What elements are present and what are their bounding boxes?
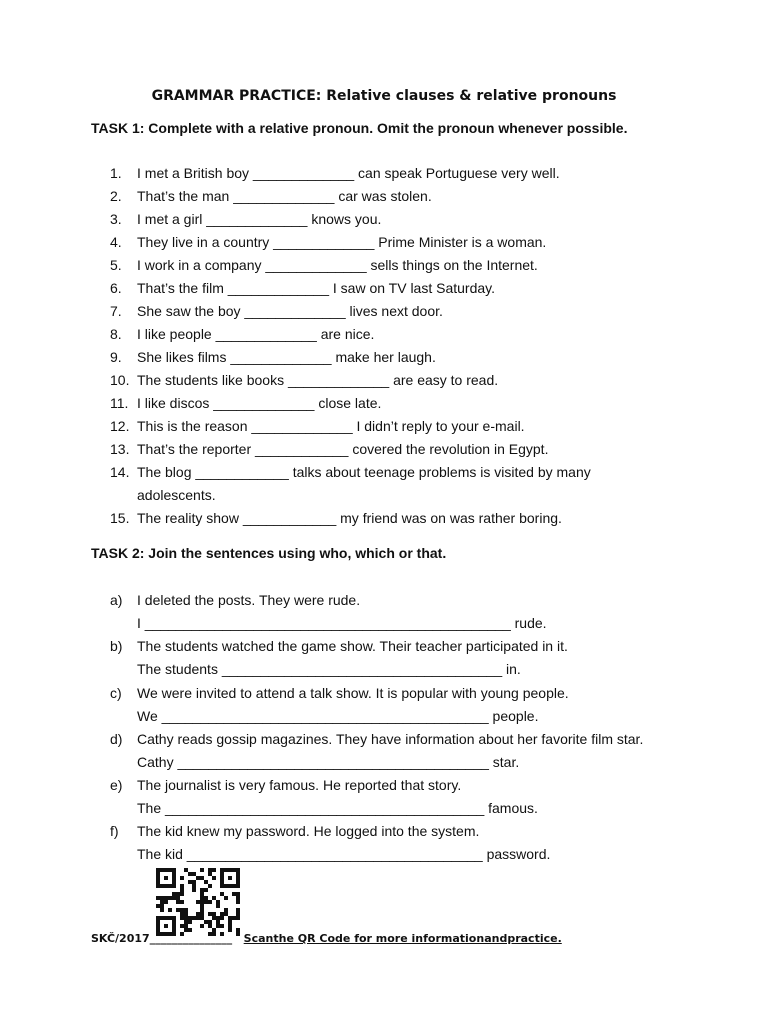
item-text: That’s the man _____________ car was stolen.	[137, 188, 432, 204]
item-number: 6.	[110, 280, 122, 296]
list-item	[110, 635, 643, 681]
item-sentence: The journalist is very famous. He reported that story.	[137, 777, 462, 794]
item-text: This is the reason _____________ I didn’t reply to your e-mail.	[137, 418, 525, 434]
item-letter: f)	[110, 823, 119, 840]
list-item	[110, 461, 617, 507]
item-text: I met a girl _____________ knows you.	[137, 211, 382, 227]
item-answer-line: Cathy ________________________________________ star.	[137, 753, 520, 770]
item-text: I like discos _____________ close late.	[137, 395, 382, 411]
list-item	[110, 682, 643, 728]
list-item	[110, 589, 643, 635]
list-item	[110, 369, 617, 392]
item-number: 7.	[110, 303, 122, 319]
list-item	[110, 185, 617, 208]
footer-blank: _______________	[149, 932, 233, 945]
item-text: I met a British boy _____________ can speak Portuguese very well.	[137, 165, 560, 181]
footer-code: SKČ/2017	[91, 932, 150, 945]
list-item	[110, 820, 643, 866]
task2-list	[110, 589, 643, 867]
item-letter: b)	[110, 638, 123, 655]
list-item	[110, 346, 617, 369]
page-title: GRAMMAR PRACTICE: Relative clauses & relative pronouns	[151, 88, 617, 104]
item-number: 13.	[110, 441, 130, 457]
item-sentence: The kid knew my password. He logged into the system.	[137, 823, 480, 840]
item-number: 4.	[110, 234, 122, 250]
item-text: I work in a company _____________ sells things on the Internet.	[137, 257, 538, 273]
task1-list	[110, 162, 617, 530]
footer-note: Scanthe QR Code for more informationandpractice.	[243, 932, 562, 945]
item-text: The students like books _____________ are easy to read.	[137, 372, 499, 388]
item-sentence: I deleted the posts. They were rude.	[137, 592, 361, 608]
list-item	[110, 208, 617, 231]
item-answer-line: The _________________________________________ famous.	[137, 800, 538, 817]
footer	[91, 932, 562, 945]
item-letter: c)	[110, 684, 122, 701]
list-item	[110, 415, 617, 438]
item-text: The reality show ____________ my friend was on was rather boring.	[137, 510, 562, 526]
task1-heading: TASK 1: Complete with a relative pronoun. Omit the pronoun whenever possible.	[91, 120, 628, 136]
item-answer-line: The kid ______________________________________ password.	[137, 846, 551, 863]
item-answer-line: The students ____________________________________ in.	[137, 661, 521, 678]
item-number: 2.	[110, 188, 122, 204]
list-item	[110, 300, 617, 323]
item-number: 12.	[110, 418, 130, 434]
item-number: 8.	[110, 326, 122, 342]
item-text: She saw the boy _____________ lives next door.	[137, 303, 443, 319]
list-item	[110, 231, 617, 254]
list-item	[110, 438, 617, 461]
item-text: They live in a country _____________ Prime Minister is a woman.	[137, 234, 547, 250]
item-number: 5.	[110, 257, 122, 273]
list-item	[110, 774, 643, 820]
qr-code-icon[interactable]	[156, 868, 240, 936]
item-answer-line: We __________________________________________ people.	[137, 707, 539, 724]
item-letter: e)	[110, 777, 123, 794]
item-answer-line: I _______________________________________________ rude.	[137, 615, 547, 631]
item-sentence: The students watched the game show. Their teacher participated in it.	[137, 638, 568, 655]
item-number: 11.	[110, 395, 129, 411]
item-text: The blog ____________ talks about teenage problems is visited by many adolescents.	[137, 464, 591, 503]
item-number: 14.	[110, 464, 130, 480]
item-number: 10.	[110, 372, 130, 388]
list-item	[110, 728, 643, 774]
item-letter: a)	[110, 592, 123, 608]
item-number: 3.	[110, 211, 122, 227]
list-item	[110, 277, 617, 300]
list-item	[110, 507, 617, 530]
item-text: That’s the film _____________ I saw on TV last Saturday.	[137, 280, 495, 296]
item-number: 1.	[110, 165, 122, 181]
item-text: That’s the reporter ____________ covered the revolution in Egypt.	[137, 441, 549, 457]
item-text: She likes films _____________ make her laugh.	[137, 349, 436, 365]
list-item	[110, 392, 617, 415]
task2-heading: TASK 2: Join the sentences using who, which or that.	[91, 545, 447, 561]
item-number: 9.	[110, 349, 122, 365]
list-item	[110, 323, 617, 346]
item-sentence: We were invited to attend a talk show. It is popular with young people.	[137, 684, 569, 701]
item-letter: d)	[110, 730, 123, 747]
list-item	[110, 254, 617, 277]
item-sentence: Cathy reads gossip magazines. They have information about her favorite film star.	[137, 730, 644, 747]
item-number: 15.	[110, 510, 130, 526]
item-text: I like people _____________ are nice.	[137, 326, 375, 342]
list-item	[110, 162, 617, 185]
